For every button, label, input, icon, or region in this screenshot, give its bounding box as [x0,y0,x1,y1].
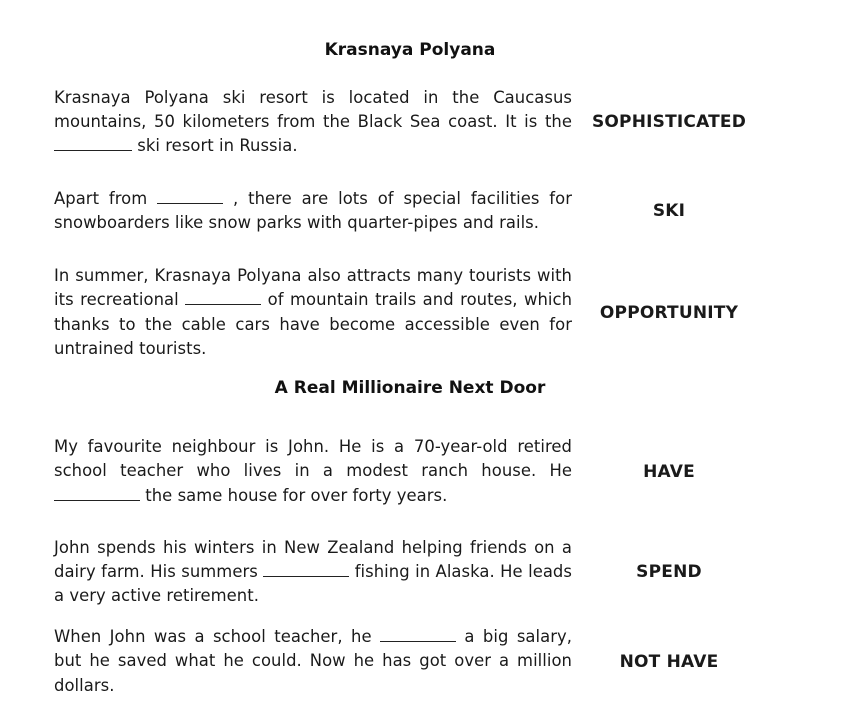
answer-blank[interactable] [380,627,456,642]
answer-blank[interactable] [54,136,132,151]
section-title-krasnaya-polyana: Krasnaya Polyana [324,40,496,60]
exercise-text: Krasnaya Polyana ski resort is located in the Caucasus mountains, 50 kilometers from the Black Sea coast. It is the ski resort in Russia. [54,87,572,156]
exercise-text: When John was a school teacher, he a big salary, but he saved what he could. Now he has got over a million dollars. [54,627,573,695]
keyword-prompt: SKI [652,201,686,221]
exercise-item-6 [54,625,766,698]
exercise-text: My favourite neighbour is John. He is a 70-year-old retired school teacher who lives in a modest ranch house. He the same house for over forty years. [54,437,572,505]
answer-blank[interactable] [185,290,261,305]
keyword-prompt: SOPHISTICATED [591,112,747,132]
keyword-prompt: SPEND [636,562,702,582]
answer-blank[interactable] [54,486,140,501]
exercise-item-5 [54,536,766,608]
keyword-prompt: OPPORTUNITY [599,302,739,323]
exercise-text: In summer, Krasnaya Polyana also attracts many tourists with its recreational of mountain trails and routes, which thanks to the cable cars have become accessible even for untrained tourists. [54,266,573,358]
exercise-item-2 [54,175,766,247]
exercise-item-1 [54,86,766,158]
keyword-prompt: HAVE [643,461,695,482]
answer-blank[interactable] [157,189,223,204]
answer-blank[interactable] [263,562,349,577]
exercise-text: Apart from , there are lots of special facilities for snowboarders like snow parks with quarter-pipes and rails. [54,188,572,232]
exercise-item-4 [54,423,766,520]
keyword-prompt: NOT HAVE [619,651,719,672]
section-title-millionaire: A Real Millionaire Next Door [274,378,546,398]
exercise-item-3 [54,264,766,361]
exercise-text: John spends his winters in New Zealand helping friends on a dairy farm. His summers fishing in Alaska. He leads a very active retirement. [54,537,572,606]
